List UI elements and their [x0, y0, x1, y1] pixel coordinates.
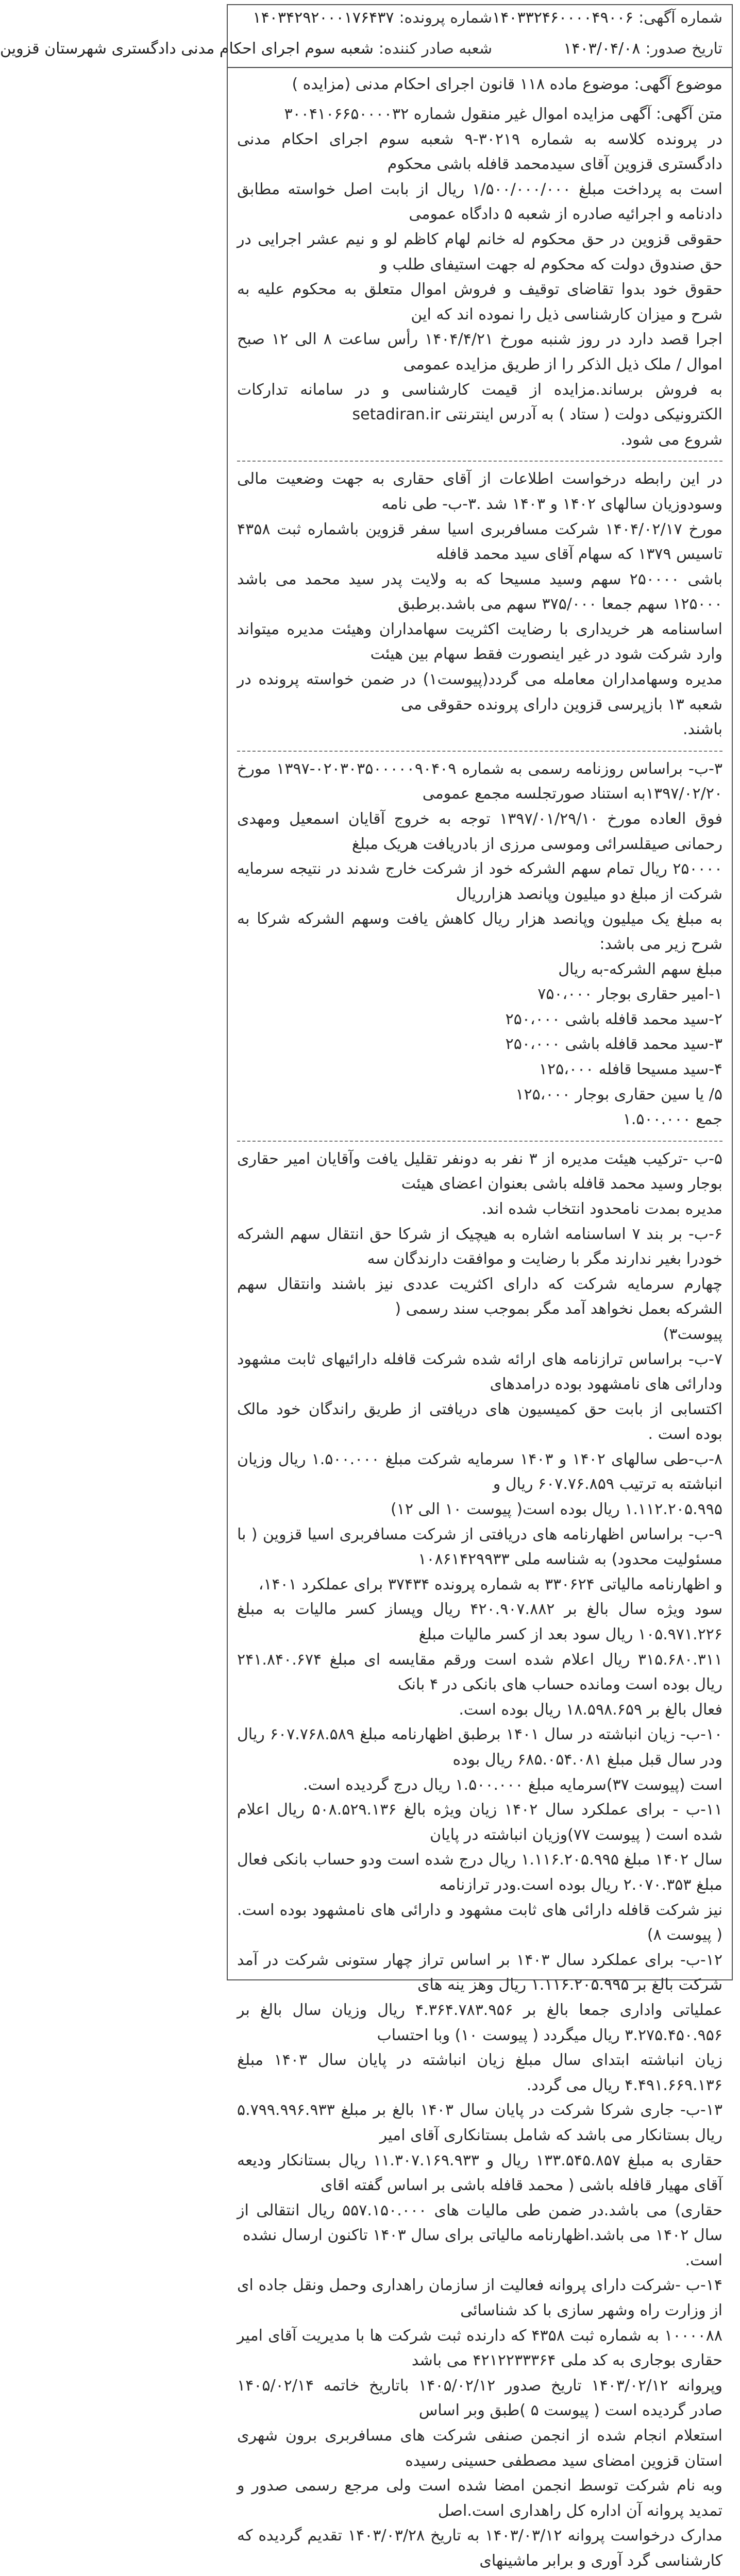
report-line: اکتسابی از بابت حق کمیسیون های دریافتی از طریق راندگان خود مالک بوده است .	[237, 1400, 722, 1444]
findings-line: باشی ۲۵۰۰۰۰ سهم وسید مسیحا که به ولایت پدر سید محمد می باشد ۱۲۵۰۰۰ سهم جمعا ۳۷۵/۰۰۰ سهم می باشد.برطبق	[237, 570, 722, 614]
issuing-branch-value: شعبه سوم اجرای احکام مدنی دادگستری شهرستان قزوین	[0, 40, 374, 58]
findings-line: مورخ ۱۴۰۴/۰۲/۱۷ شرکت مسافربری اسیا سفر قزوین باشماره ثبت ۴۳۵۸ تاسیس ۱۳۷۹ که سهام آقای سید محمد قافله	[237, 520, 722, 564]
intro-line: متن آگهی: آگهی مزایده اموال غیر منقول شماره ۳۰۰۴۱۰۶۶۵۰۰۰۰۳۲	[284, 105, 722, 123]
report-line: نیز شرکت قافله دارائی های ثابت مشهود و دارائی های نامشهود بوده است.( پیوست ۸)	[237, 1901, 722, 1944]
shares-total: جمع ۱.۵۰۰.۰۰۰	[623, 1110, 722, 1129]
intro-line: حقوق خود بدوا تقاضای توقیف و فروش اموال متعلق به محکوم علیه به شرح و میزان کارشناسی ذیل را نموده اند که این	[237, 280, 722, 324]
report-line: حقاری) می باشد.در ضمن طی مالیات های ۵۵۷.۱۵۰.۰۰۰ ریال انتقالی از سال ۱۴۰۲ می باشد.اظهارنامه مالیاتی برای سال ۱۴۰۳ تاکنون ارسال نشده	[237, 2201, 723, 2245]
case-number	[0, 8, 492, 28]
report-line: مدیره بمدت نامحدود انتخاب شده اند.	[481, 1199, 722, 1218]
report-line: ۱۲-ب- برای عملکرد سال ۱۴۰۳ بر اساس تراز چهار ستونی شرکت در آمد شرکت بالغ بر ۱.۱۱۶.۲۰۵.۹۹۵ ریال وهز ینه های	[237, 1951, 722, 1994]
issue-date	[492, 39, 722, 59]
report-line: فعال بالغ بر ۱۸.۵۹۸.۶۵۹ ریال بوده است.	[459, 1700, 722, 1719]
report-line: ۷-ب- براساس ترازنامه های ارائه شده شرکت قافله دارائیهای ثابت مشهود ودارائی های نامشهود بوده درامدهای	[237, 1350, 722, 1394]
shares-list	[237, 957, 722, 1132]
intro-line: حقوقی قزوین در حق محکوم له خانم لهام کاظم لو و نیم عشر اجرایی در حق صندوق دولت که محکوم له جهت استیفای طلب و	[237, 230, 722, 274]
case-number-value: ۱۴۰۳۴۲۹۲۰۰۰۱۷۶۴۳۷	[253, 9, 394, 27]
header-divider	[228, 67, 732, 68]
report-line: پیوست۳)	[663, 1325, 722, 1343]
findings-line: باشند.	[683, 720, 722, 739]
header-right-column	[492, 8, 722, 59]
section-report	[237, 1147, 722, 2576]
case-number-label: شماره پرونده:	[399, 9, 493, 27]
report-line: و اظهارنامه مالیاتی ۳۳۰۶۲۴ به شماره پرونده ۳۷۴۳۴ برای عملکرد ۱۴۰۱،	[258, 1575, 722, 1594]
intro-line: در پرونده کلاسه به شماره ۳۰۲۱۹-۹ شعبه سوم اجرای احکام مدنی دادگستری قزوین آقای سیدمحمد قافله باشی محکوم	[237, 130, 722, 174]
report-line: سال ۱۴۰۲ مبلغ ۱.۱۱۶.۲۰۵.۹۹۵ ریال درج شده است ودو حساب بانکی فعال مبلغ ۲.۰۷۰.۳۵۳ ریال بوده است.ودر ترازنامه	[237, 1851, 722, 1894]
capital-line: ۲۵۰۰۰۰ ریال تمام سهم الشرکه خود از شرکت خارج شدند در نتیجه سرمایه شرکت از مبلغ دو میلیون وپانصد هزارریال	[237, 860, 722, 903]
report-line: ۱۰۰۰۰۸۸ به شماره ثبت ۴۳۵۸ که دارنده ثبت شرکت ها با مدیریت آقای امیر حقاری بوجاری به کد ملی ۴۲۱۲۲۳۳۳۶۴ می باشد	[237, 2326, 723, 2370]
notice-frame	[0, 4, 733, 2570]
report-line: ۹-ب- براساس اظهارنامه های دریافتی از شرکت مسافربری اسیا قزوین ( با مسئولیت محدود) به شناسه ملی ۱۰۸۶۱۴۲۹۹۳۳	[237, 1525, 722, 1569]
share-row: ۲-سید محمد قافله باشی ۲۵۰،۰۰۰	[505, 1010, 722, 1028]
report-line: ۶-ب- بر بند ۷ اساسنامه اشاره به هیچیک از شرکا حق انتقال سهم الشرکه خودرا بغیر ندارند مگر با رضایت و موافقت دارندگان سه	[237, 1225, 722, 1268]
share-row: ۳-سید محمد قافله باشی ۲۵۰،۰۰۰	[505, 1035, 722, 1054]
report-line: وبه نام شرکت توسط انجمن امضا شده است ولی مرجع رسمی صدور و تمدید پروانه آن اداره کل راهداری است.اصل	[237, 2477, 722, 2520]
capital-line: به مبلغ یک میلیون وپانصد هزار ریال کاهش یافت وسهم الشرکه شرکا به شرح زیر می باشد:	[237, 910, 722, 953]
report-line: ۱.۱۱۲.۲۰۵.۹۹۵ ریال بوده است( پیوست ۱۰ الی ۱۲)	[390, 1500, 722, 1519]
report-line: ۵-ب -ترکیب هیئت مدیره از ۳ نفر به دونفر تقلیل یافت وآقایان امیر حقاری بوجار وسید محمد قافله باشی بعنوان اعضای هیئت	[237, 1149, 722, 1193]
report-line: عملیاتی واداری جمعا بالغ بر ۴.۳۶۴.۷۸۳.۹۵۶ ریال وزیان سال بالغ بر ۳.۲۷۵.۴۵۰.۹۵۶ ریال میگردد ( پیوست ۱۰) وبا احتساب	[237, 2001, 722, 2044]
notice-number-value: ۱۴۰۳۳۲۴۶۰۰۰۰۴۹۰۰۶	[492, 9, 634, 27]
section-capital	[237, 757, 722, 957]
capital-line: فوق العاده مورخ ۱۳۹۷/۰۱/۲۹/۱۰ توجه به خروج آقایان اسمعیل ومهدی رحمانی صیقلسرائی وموسی مرزی از بادریافت هریک مبلغ	[237, 810, 723, 853]
report-line: وپروانه ۱۴۰۳/۰۲/۱۲ تاریخ صدور ۱۴۰۵/۰۲/۱۲ باتاریخ خاتمه ۱۴۰۵/۰۲/۱۴ صادر گردیده است ( پیوست ۵ )طبق وبر اساس	[237, 2376, 722, 2420]
notice-intro	[237, 102, 722, 452]
report-line: زیان انباشته ابتدای سال مبلغ زیان انباشته در پایان سال ۱۴۰۳ مبلغ ۴.۴۹۱.۶۶۹.۱۳۶ ریال می گردد.	[237, 2051, 722, 2094]
intro-line: است به پرداخت مبلغ ۱/۵۰۰/۰۰۰/۰۰۰ ریال از بابت اصل خواسته مطابق دادنامه و اجرائیه صادره از شعبه ۵ دادگاه عمومی	[237, 180, 722, 224]
report-line: مدارک درخواست پروانه ۱۴۰۳/۰۳/۱۲ به تاریخ ۱۴۰۳/۰۳/۲۸ تقدیم گردیده که کارشناسی گرد آوری و برابر ماشینهای	[237, 2527, 722, 2570]
share-row: ۵/ یا سین حقاری بوجار ۱۲۵،۰۰۰	[515, 1085, 722, 1104]
section-divider	[237, 461, 722, 462]
findings-line: اساسنامه هر خریداری با رضایت اکثریت سهامداران وهیئت مدیره میتواند وارد شرکت شود در غیر اینصورت فقط سهام بین هیئت	[237, 620, 722, 664]
report-line: ۱۳-ب- جاری شرکا شرکت در پایان سال ۱۴۰۳ بالغ بر مبلغ ۵.۷۹۹.۹۹۶.۹۳۳ ریال بستانکار می باشد که شامل بستانکاری آقای امیر	[237, 2101, 722, 2144]
report-line: چهارم سرمایه شرکت که دارای اکثریت عددی نیز باشند وانتقال سهم الشرکه بعمل نخواهد آمد مگر بموجب سند رسمی (	[237, 1275, 722, 1318]
report-line	[237, 2574, 722, 2576]
report-line: ۸-ب-طی سالهای ۱۴۰۲ و ۱۴۰۳ سرمایه شرکت مبلغ ۱.۵۰۰.۰۰۰ ریال وزیان انباشته به ترتیب ۶۰۷.۷۶.۸۵۹ ریال و	[237, 1450, 723, 1494]
section-divider	[237, 1141, 722, 1142]
notice-number	[492, 8, 722, 28]
report-line: است (پیوست ۳۷)سرمایه مبلغ ۱.۵۰۰.۰۰۰ ریال درج گردیده است.	[302, 1775, 722, 1794]
section-divider	[237, 751, 722, 752]
report-line: ۱۴-ب -شرکت دارای پروانه فعالیت از سازمان راهداری وحمل ونقل جاده ای از وزارت راه وشهر سازی با کد شناسائی	[237, 2276, 722, 2320]
report-line: استعلام انجام شده از انجمن صنفی شرکت های مسافربری برون شهری استان قزوین امضای سید مصطفی حسینی رسیده	[237, 2427, 722, 2470]
shares-title: مبلغ سهم الشرکه-به ریال	[558, 960, 722, 978]
notice-number-label: شماره آگهی:	[638, 9, 722, 27]
report-line: ۱۰-ب- زیان انباشته در سال ۱۴۰۱ برطبق اظهارنامه مبلغ ۶۰۷.۷۶۸.۵۸۹ ریال ودر سال قبل مبلغ ۶۸۵.۰۵۴.۰۸۱ ریال بوده	[237, 1725, 723, 1769]
report-line: است.	[685, 2251, 722, 2269]
header-left-column	[0, 8, 492, 59]
report-line: حقاری به مبلغ ۱۳۳.۵۴۵.۸۵۷ ریال و ۱۱.۳۰۷.۱۶۹.۹۳۳ ریال بستانکار ودیعه آقای مهیار قافله باشی ( محمد قافله باشی بر اساس گفته اقای	[237, 2151, 722, 2195]
share-row: ۱-امیر حقاری بوجار ۷۵۰،۰۰۰	[537, 985, 722, 1004]
issuing-branch	[0, 39, 492, 59]
capital-line: ۳-ب- براساس روزنامه رسمی به شماره ۰۲۰۳۰۳۵۰۰۰۰۰۹۰۴۰۹-۱۳۹۷ مورخ ۱۳۹۷/۰۲/۲۰به استناد صورتجلسه مجمع عمومی	[237, 759, 722, 803]
share-row: ۴-سید مسیحا قافله ۱۲۵،۰۰۰	[539, 1060, 722, 1078]
issue-date-label: تاریخ صدور:	[645, 40, 722, 58]
report-line: سود ویژه سال بالغ بر ۴۲۰.۹۰۷.۸۸۲ ریال وپساز کسر مالیات به مبلغ ۱۰۵.۹۷۱.۲۲۶ ریال سود بعد از کسر مالیات مبلغ	[237, 1600, 722, 1644]
notice-subject: موضوع آگهی: موضوع ماده ۱۱۸ قانون اجرای احکام مدنی (مزایده )	[292, 75, 722, 93]
issuing-branch-label: شعبه صادر کننده:	[378, 40, 493, 58]
intro-line: اجرا قصد دارد در روز شنبه مورخ ۱۴۰۴/۴/۲۱ رأس ساعت ۸ الی ۱۲ صبح اموال / ملک ذیل الذکر را از طریق مزایده عمومی	[237, 330, 722, 374]
section-findings	[237, 467, 722, 742]
report-line: ۱۱-ب - برای عملکرد سال ۱۴۰۲ زیان ویژه بالغ ۵۰۸.۵۲۹.۱۳۶ ریال اعلام شده است ( پیوست ۷۷)وزیان انباشته در پایان	[237, 1801, 723, 1844]
intro-line: شروع می شود.	[620, 430, 722, 449]
issue-date-value: ۱۴۰۳/۰۴/۰۸	[563, 40, 641, 58]
notice-header	[0, 8, 722, 59]
intro-line: به فروش برساند.مزایده از قیمت کارشناسی و در سامانه تدارکات الکترونیکی دولت ( ستاد ) به آدرس اینترنتی setadiran.ir	[237, 380, 722, 424]
findings-line: مدیره وسهامداران معامله می گردد(پیوست۱) در ضمن خواسته پرونده در شعبه ۱۳ بازپرسی قزوین دارای پرونده حقوقی می	[237, 670, 722, 714]
findings-line: در این رابطه درخواست اطلاعات از آقای حقاری به جهت وضعیت مالی وسودوزیان سالهای ۱۴۰۲ و ۱۴۰۳ شد .۳-ب- طی نامه	[237, 470, 722, 513]
report-line: ۳۱۵.۶۸۰.۳۱۱ ریال اعلام شده است ورقم مقایسه ای مبلغ ۲۴۱.۸۴۰.۶۷۴ ریال بوده است ومانده حساب های بانکی در ۴ بانک	[237, 1650, 722, 1694]
